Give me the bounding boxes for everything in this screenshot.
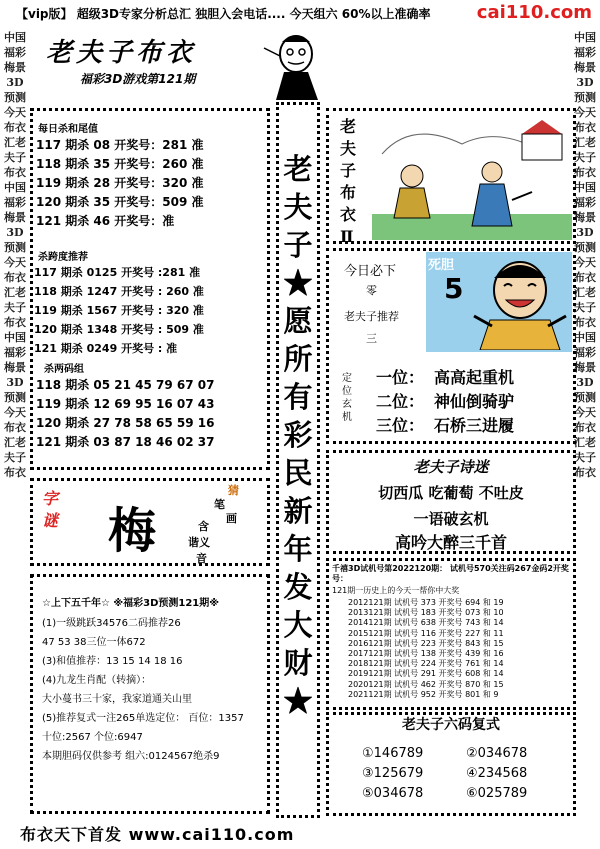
list-item: (4)九龙生肖配（转摘）： [42, 675, 152, 686]
list-item: 大小蔓书三十家，我家道通关山里 [42, 694, 192, 705]
banner-text: 【vip版】 超级3D专家分析总汇 独胆入会电话.... 今天组六 60%以上准确率 [16, 7, 431, 21]
list-item: 47 53 38三位一体672 [42, 637, 146, 648]
table-row: 2014121期 试机号 638 开奖号 743 和 14 [348, 618, 504, 628]
list-item: ①146789 [362, 746, 424, 761]
kill-tail-list [36, 136, 204, 231]
list-item: 二位： 神仙倒骑驴 [376, 392, 515, 411]
table-row: 2017121期 试机号 138 开奖号 439 和 16 [348, 649, 504, 659]
laughing-master-icon [470, 256, 570, 350]
table-row: 2020121期 试机号 462 开奖号 870 和 15 [348, 679, 504, 689]
list-item: 118 期杀 1247 开奖号 : 260 准 [34, 285, 204, 298]
page-title: 老夫子布衣 [46, 38, 197, 68]
forecast-list [42, 614, 244, 766]
table-row: 2016121期 试机号 223 开奖号 843 和 15 [348, 638, 504, 648]
list-item: 117 期杀 0125 开奖号 :281 准 [34, 266, 201, 279]
poem-title: 老夫子诗迷 [413, 458, 489, 476]
kill-tail-heading: 每日杀和尾值 [38, 124, 98, 135]
list-item: (1)一级跳跃34576二码推荐26 [42, 618, 181, 629]
recommend-value: 三 [366, 332, 377, 345]
position-list [376, 366, 514, 438]
riddle-hint-4: 含 [198, 520, 209, 533]
table-row: 2012121期 试机号 373 开奖号 694 和 19 [348, 598, 504, 607]
table-row: 2019121期 试机号 291 开奖号 608 和 14 [348, 669, 504, 679]
old-master-cartoon-icon [262, 28, 326, 100]
list-item: 118 期杀 35 开奖号：260 准 [36, 157, 204, 171]
list-item: 120 期杀 27 78 58 65 59 16 [36, 416, 215, 430]
table-row: 2021121期 试机号 952 开奖号 801 和 9 [348, 689, 499, 699]
riddle-hint-1: 猜 [228, 484, 239, 497]
list-item: (5)推荐复式一注265单选定位： 百位：1357 [42, 713, 244, 724]
site-logo[interactable]: cai110.com [473, 2, 596, 23]
table-row: 2013121期 试机号 183 开奖号 073 和 10 [348, 608, 504, 618]
table-row: 2018121期 试机号 224 开奖号 761 和 14 [348, 659, 504, 669]
side-text-left: 中国福彩梅景3D预测今天布衣汇老夫子布衣中国福彩梅景3D预测今天布衣汇老夫子布衣中国福彩梅景3D预测今天布衣汇老夫子布衣 [4, 31, 26, 479]
poem-line-2: 一语破玄机 [413, 510, 489, 528]
list-item: ③125679 [362, 766, 424, 781]
poem-line-1: 切西瓜 吃葡萄 不吐皮 [378, 484, 524, 502]
table-row: 2015121期 试机号 116 开奖号 227 和 11 [348, 628, 504, 638]
today-value: 零 [366, 284, 377, 297]
today-label: 今日必下 [344, 264, 397, 279]
list-item: ⑥025789 [466, 786, 528, 801]
list-item: 121 期杀 46 开奖号：准 [36, 214, 175, 228]
issue-subtitle: 福彩3D游戏第121期 [80, 72, 196, 86]
kill-span-heading: 杀跨度推荐 [38, 252, 88, 263]
list-item: ④234568 [466, 766, 528, 781]
recommend-label: 老夫子推荐 [344, 310, 399, 323]
position-label: 定位玄机 [342, 373, 352, 423]
list-item: 118 期杀 05 21 45 79 67 07 [36, 378, 215, 392]
forecast-title: ☆上下五千年☆ ※福彩3D预测121期※ [42, 598, 219, 609]
list-item: (3)和值推荐：13 15 14 18 16 [42, 656, 183, 667]
kill-span-list [34, 263, 204, 358]
history-table [348, 598, 504, 700]
list-item: 121 期杀 03 87 18 46 02 37 [36, 435, 215, 449]
history-subheading: 121期一历史上的今天一帮你中大奖 [332, 586, 460, 595]
list-item: ②034678 [466, 746, 528, 761]
riddle-hint-6: 音 [196, 552, 207, 565]
list-item: 一位： 高高起重机 [376, 368, 515, 387]
dead-value: 5 [444, 272, 464, 305]
list-item: ⑤034678 [362, 786, 424, 801]
six-code-col-1 [362, 744, 423, 804]
riddle-hint-2: 笔 [214, 498, 225, 511]
dead-label: 死胆 [428, 258, 455, 273]
six-code-col-2 [466, 744, 527, 804]
riddle-character: 梅 [108, 503, 157, 559]
kill-pair-list [36, 376, 215, 452]
history-heading: 千禧3D试机号第2022120期： 试机号570关注码267金码2开奖号： [332, 564, 569, 584]
kill-pair-heading: 杀两码组 [44, 364, 84, 375]
list-item: 121 期杀 0249 开奖号 : 准 [34, 342, 178, 355]
six-code-title: 老夫子六码复式 [402, 717, 500, 733]
riddle-stamp: 字谜 [42, 489, 59, 530]
vertical-banner: 老夫子★愿所有彩民新年发大财★ [283, 152, 313, 718]
list-item: 三位： 石桥三进履 [376, 416, 515, 435]
list-item: 117 期杀 08 开奖号：281 准 [36, 138, 204, 152]
list-item: 119 期杀 12 69 95 16 07 43 [36, 397, 215, 411]
list-item: 本期胆码仅供参考 组六:0124567绝杀9 [42, 751, 220, 762]
list-item: 120 期杀 35 开奖号：509 准 [36, 195, 204, 209]
list-item: 120 期杀 1348 开奖号 : 509 准 [34, 323, 204, 336]
side-text-right: 中国福彩梅景3D预测今天布衣汇老夫子布衣中国福彩梅景3D预测今天布衣汇老夫子布衣中国福彩梅景3D预测今天布衣汇老夫子布衣 [574, 31, 596, 479]
poem-line-3: 高吟大醉三千首 [394, 533, 507, 552]
list-item: 119 期杀 1567 开奖号 : 320 准 [34, 304, 204, 317]
riddle-hint-3: 画 [226, 512, 237, 525]
scholar-scene-icon [372, 114, 572, 240]
list-item: 十位:2567 个位:6947 [42, 732, 143, 743]
footer-link[interactable]: 布衣天下首发 www.cai110.com [20, 825, 295, 844]
list-item: 119 期杀 28 开奖号：320 准 [36, 176, 204, 190]
panel-two-title: 老夫子布衣Ⅱ [340, 117, 357, 246]
riddle-hint-5: 谐义 [188, 536, 210, 549]
